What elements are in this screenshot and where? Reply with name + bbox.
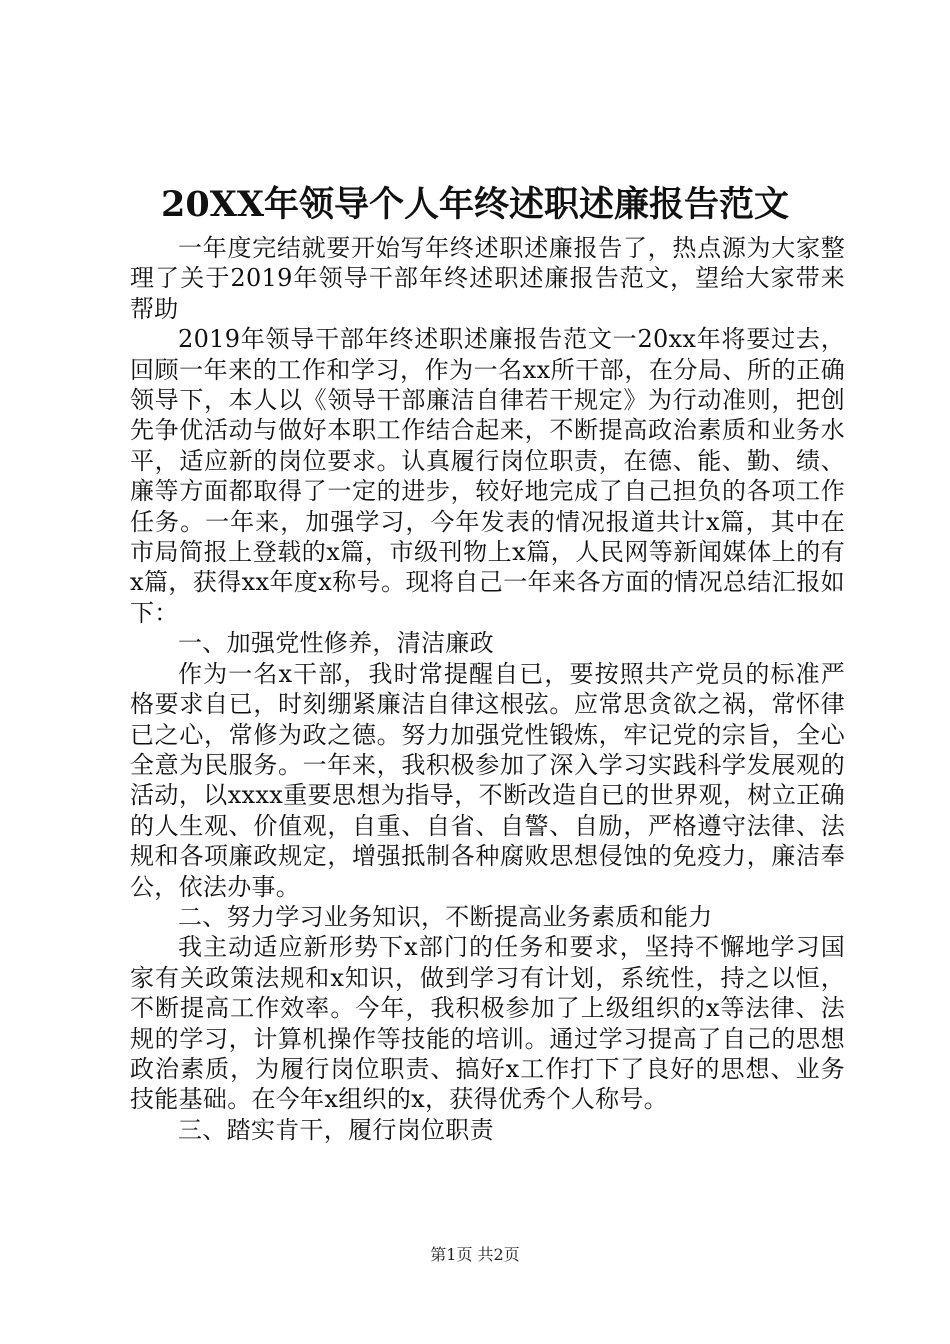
document-title: 20XX年领导个人年终述职述廉报告范文 (160, 184, 790, 225)
document-body (130, 233, 845, 1145)
section-heading-2: 二、努力学习业务知识，不断提高业务素质和能力 (178, 902, 713, 931)
intro-paragraph: 一年度完结就要开始写年终述职述廉报告了，热点源为大家整理了关于2019年领导干部年终述职述廉报告范文，望给大家带来帮助 (130, 234, 845, 323)
page-number-footer: 第1页 共2页 (430, 1245, 520, 1264)
section-paragraph-1: 作为一名x干部，我时常提醒自已，要按照共产党员的标准严格要求自已，时刻绷紧廉洁自律这根弦。应常思贪欲之祸，常怀律已之心，常修为政之德。努力加强党性锻炼，牢记党的宗旨，全心全意为民服务。一年来，我积极参加了深入学习实践科学发展观的活动，以xxxx重要思想为指导，不断改造自已的世界观，树立正确的人生观、价值观，自重、自省、自警、自励，严格遵守法律、法规和各项廉政规定，增强抵制各种腐败思想侵蚀的免疫力，廉洁奉公，依法办事。 (130, 659, 845, 901)
section-heading-1: 一、加强党性修养，清洁廉政 (178, 629, 494, 658)
report-opening-paragraph: 2019年领导干部年终述职述廉报告范文一20xx年将要过去，回顾一年来的工作和学习，作为一名xx所干部，在分局、所的正确领导下，本人以《领导干部廉洁自律若干规定》为行动准则，把创先争优活动与做好本职工作结合起来，不断提高政治素质和业务水平，适应新的岗位要求。认真履行岗位职责，在德、能、勤、绩、廉等方面都取得了一定的进步，较好地完成了自己担负的各项工作任务。一年来，加强学习，今年发表的情况报道共计x篇，其中在市局简报上登载的x篇，市级刊物上x篇，人民网等新闻媒体上的有x篇，获得xx年度x称号。现将自己一年来各方面的情况总结汇报如下： (130, 325, 845, 627)
section-paragraph-2: 我主动适应新形势下x部门的任务和要求，坚持不懈地学习国家有关政策法规和x知识，做到学习有计划，系统性，持之以恒，不断提高工作效率。今年，我积极参加了上级组织的x等法律、法规的学习，计算机操作等技能的培训。通过学习提高了自己的思想政治素质，为履行岗位职责、搞好x工作打下了良好的思想、业务技能基础。在今年x组织的x，获得优秀个人称号。 (130, 933, 845, 1114)
section-heading-3: 三、踏实肯干，履行岗位职责 (178, 1115, 494, 1144)
